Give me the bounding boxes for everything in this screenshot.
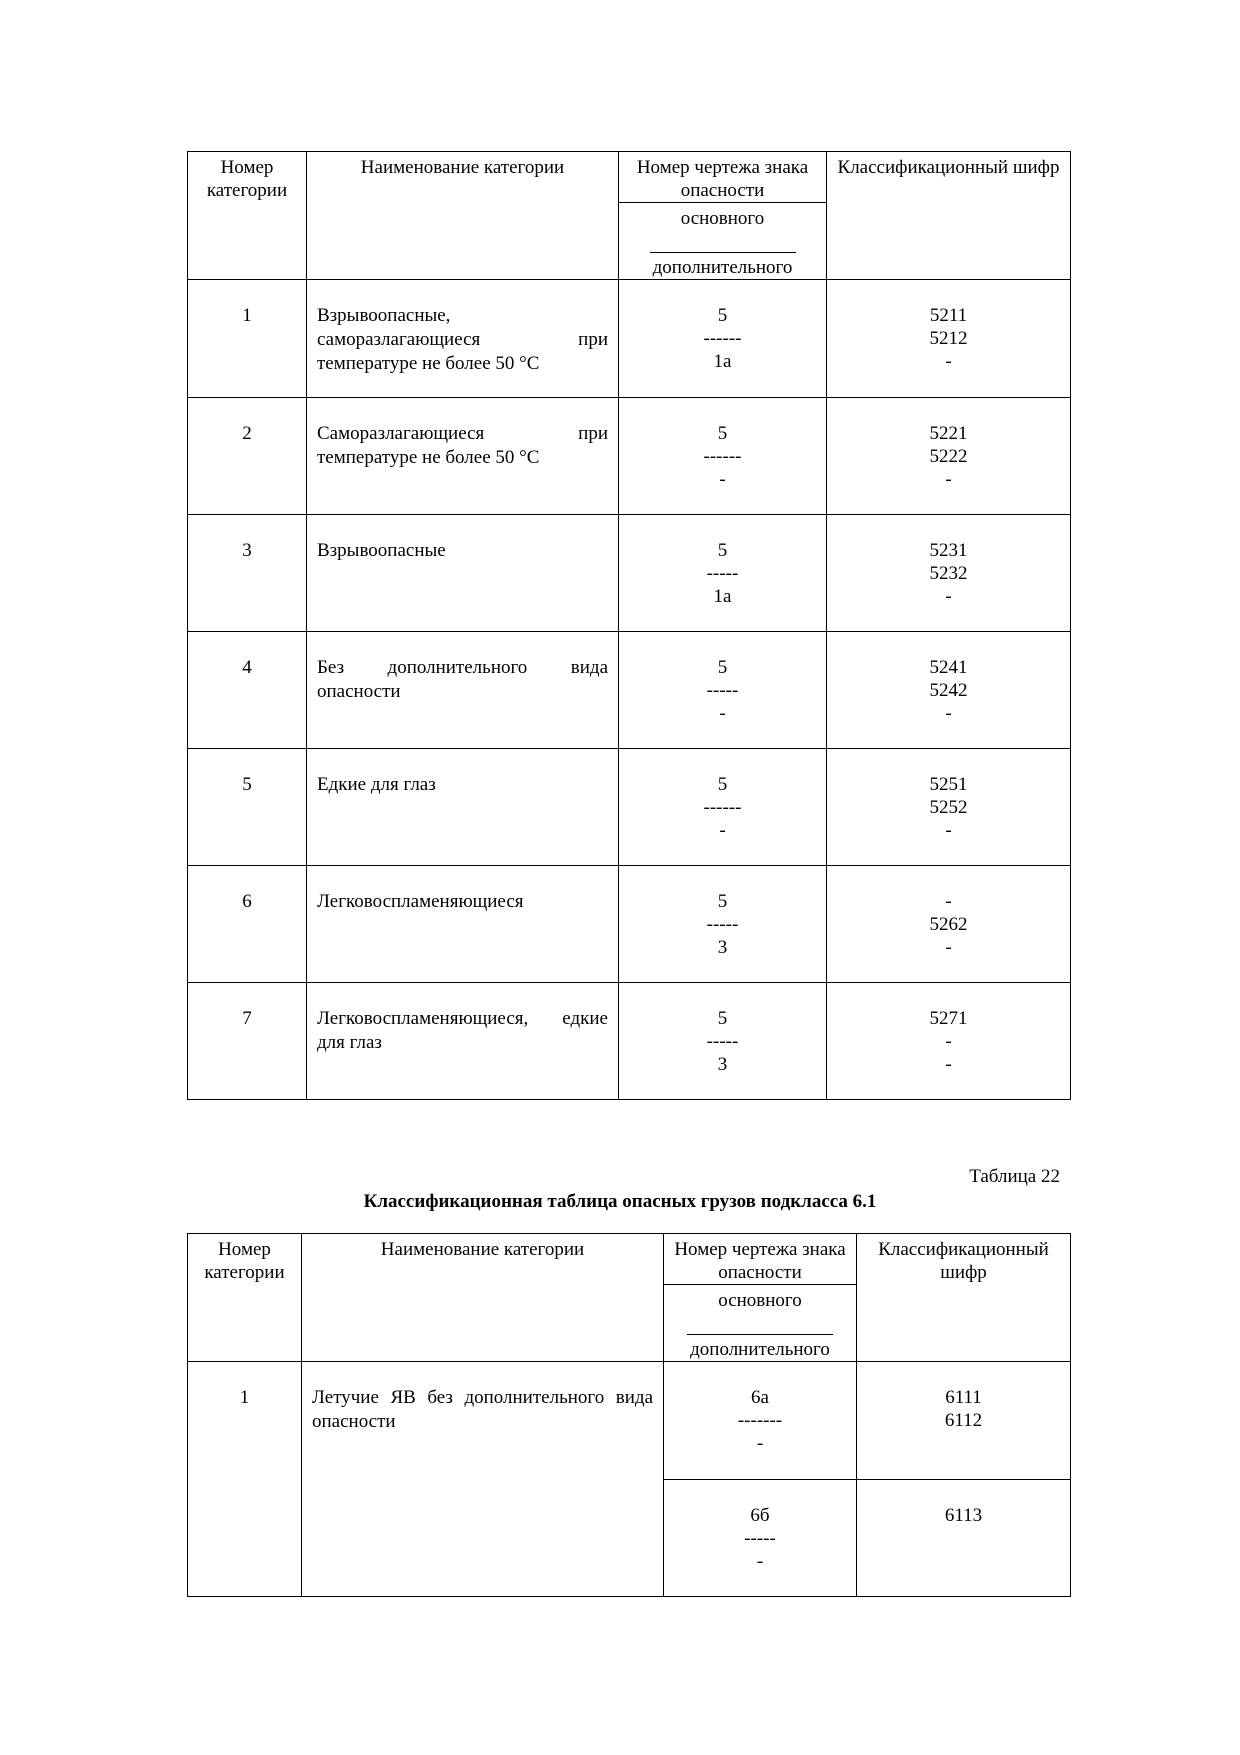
header-name: Наименование категории <box>307 152 619 280</box>
category-number: 1 <box>188 1362 302 1597</box>
classification-code <box>827 398 1071 515</box>
drawing-additional: - <box>756 1433 764 1454</box>
classification-table-5-2 <box>187 151 1071 1100</box>
fraction-line <box>650 232 796 253</box>
header-drawing-sub <box>619 203 827 280</box>
code-value: 6112 <box>944 1410 983 1431</box>
classification-code <box>827 983 1071 1100</box>
code-value: - <box>945 586 952 607</box>
category-name: Легковоспламеняющиеся <box>307 866 619 983</box>
drawing-separator: ----- <box>706 1031 739 1052</box>
code-value: 5242 <box>929 680 968 701</box>
category-number: 7 <box>188 983 307 1100</box>
drawing-separator: ----- <box>706 680 739 701</box>
classification-code <box>827 515 1071 632</box>
table-row <box>188 1362 1071 1480</box>
code-value: 5251 <box>929 774 968 795</box>
classification-code <box>857 1480 1071 1597</box>
category-number: 1 <box>188 280 307 398</box>
code-value: 5221 <box>929 423 968 444</box>
code-value: 5212 <box>929 328 968 349</box>
code-value: - <box>945 1054 952 1075</box>
drawing-additional: - <box>719 703 726 724</box>
classification-code <box>827 280 1071 398</box>
table-row <box>188 632 1071 749</box>
drawing-separator: ----- <box>706 563 739 584</box>
drawing-additional: - <box>756 1551 764 1572</box>
drawing-separator: ----- <box>706 914 739 935</box>
code-value: 5231 <box>929 540 968 561</box>
category-name: Летучие ЯВ без дополнительного вида опасности <box>302 1362 664 1597</box>
classification-code <box>827 632 1071 749</box>
drawing-additional: - <box>719 469 726 490</box>
header-drawing: Номер чертежа знака опасности <box>664 1234 857 1285</box>
drawing-separator: ------ <box>703 797 742 818</box>
category-name: Едкие для глаз <box>307 749 619 866</box>
code-value: - <box>945 469 952 490</box>
drawing-separator: ------ <box>703 446 742 467</box>
drawing-separator: ----- <box>744 1528 776 1549</box>
drawing-separator: ------- <box>737 1410 783 1431</box>
code-value: 6113 <box>944 1505 983 1526</box>
category-number: 2 <box>188 398 307 515</box>
drawing-main: 5 <box>717 774 728 795</box>
drawing-main: 6б <box>750 1505 770 1526</box>
drawing-main: 5 <box>717 305 728 326</box>
header-drawing: Номер чертежа знака опасности <box>619 152 827 203</box>
code-value: - <box>945 1031 952 1052</box>
table-row <box>188 866 1071 983</box>
category-number: 6 <box>188 866 307 983</box>
header-code: Классификационный шифр <box>857 1234 1071 1362</box>
drawing-main: 5 <box>717 423 728 444</box>
code-value: 5222 <box>929 446 968 467</box>
drawing-additional: 3 <box>717 937 728 958</box>
classification-code <box>857 1362 1071 1480</box>
drawing-additional: - <box>719 820 726 841</box>
code-value: 6111 <box>945 1387 982 1408</box>
drawing-number <box>619 983 827 1100</box>
drawing-separator: ------ <box>703 328 742 349</box>
drawing-additional: 3 <box>717 1054 728 1075</box>
category-name: Саморазлагающиеся при температуре не более 50 °С <box>307 398 619 515</box>
drawing-main: 5 <box>717 1008 728 1029</box>
table-number-label: Таблица 22 <box>969 1166 1060 1187</box>
table-row <box>188 280 1071 398</box>
drawing-additional: 1а <box>713 351 732 372</box>
code-value: 5262 <box>929 914 968 935</box>
drawing-number <box>619 866 827 983</box>
drawing-main: 5 <box>717 891 728 912</box>
code-value: - <box>945 820 952 841</box>
classification-code <box>827 749 1071 866</box>
category-name: Взрывоопасные, саморазлагающиеся при температуре не более 50 °С <box>307 280 619 398</box>
header-main: основного <box>680 208 765 229</box>
classification-table-6-1 <box>187 1233 1071 1597</box>
drawing-main: 5 <box>717 540 728 561</box>
drawing-number <box>619 515 827 632</box>
classification-code <box>827 866 1071 983</box>
table-title: Классификационная таблица опасных грузов подкласса 6.1 <box>363 1191 877 1212</box>
code-value: - <box>945 937 952 958</box>
header-code: Классификационный шифр <box>827 152 1071 280</box>
header-name: Наименование категории <box>302 1234 664 1362</box>
drawing-main: 5 <box>717 657 728 678</box>
category-name: Без дополнительного вида опасности <box>307 632 619 749</box>
drawing-number <box>619 632 827 749</box>
header-additional: дополнительного <box>652 257 793 278</box>
drawing-main: 6а <box>751 1387 769 1408</box>
header-number: Номер категории <box>188 152 307 280</box>
table-row <box>188 749 1071 866</box>
drawing-number <box>619 749 827 866</box>
category-number: 3 <box>188 515 307 632</box>
category-name: Взрывоопасные <box>307 515 619 632</box>
category-number: 5 <box>188 749 307 866</box>
drawing-number <box>619 280 827 398</box>
code-value: - <box>945 351 952 372</box>
header-additional: дополнительного <box>690 1339 830 1360</box>
drawing-number <box>619 398 827 515</box>
fraction-line <box>687 1314 833 1335</box>
code-value: 5271 <box>929 1008 968 1029</box>
header-number: Номер категории <box>188 1234 302 1362</box>
drawing-additional: 1а <box>713 586 732 607</box>
code-value: - <box>945 703 952 724</box>
code-value: 5211 <box>929 305 968 326</box>
header-main: основного <box>718 1290 802 1311</box>
drawing-number <box>664 1362 857 1480</box>
code-value: 5252 <box>929 797 968 818</box>
category-number: 4 <box>188 632 307 749</box>
code-value: - <box>945 891 952 912</box>
category-name: Легковоспламеняющиеся, едкие для глаз <box>307 983 619 1100</box>
table-row <box>188 398 1071 515</box>
drawing-number <box>664 1480 857 1597</box>
table-row <box>188 983 1071 1100</box>
header-drawing-sub <box>664 1285 857 1362</box>
table-row <box>188 515 1071 632</box>
code-value: 5241 <box>929 657 968 678</box>
code-value: 5232 <box>929 563 968 584</box>
